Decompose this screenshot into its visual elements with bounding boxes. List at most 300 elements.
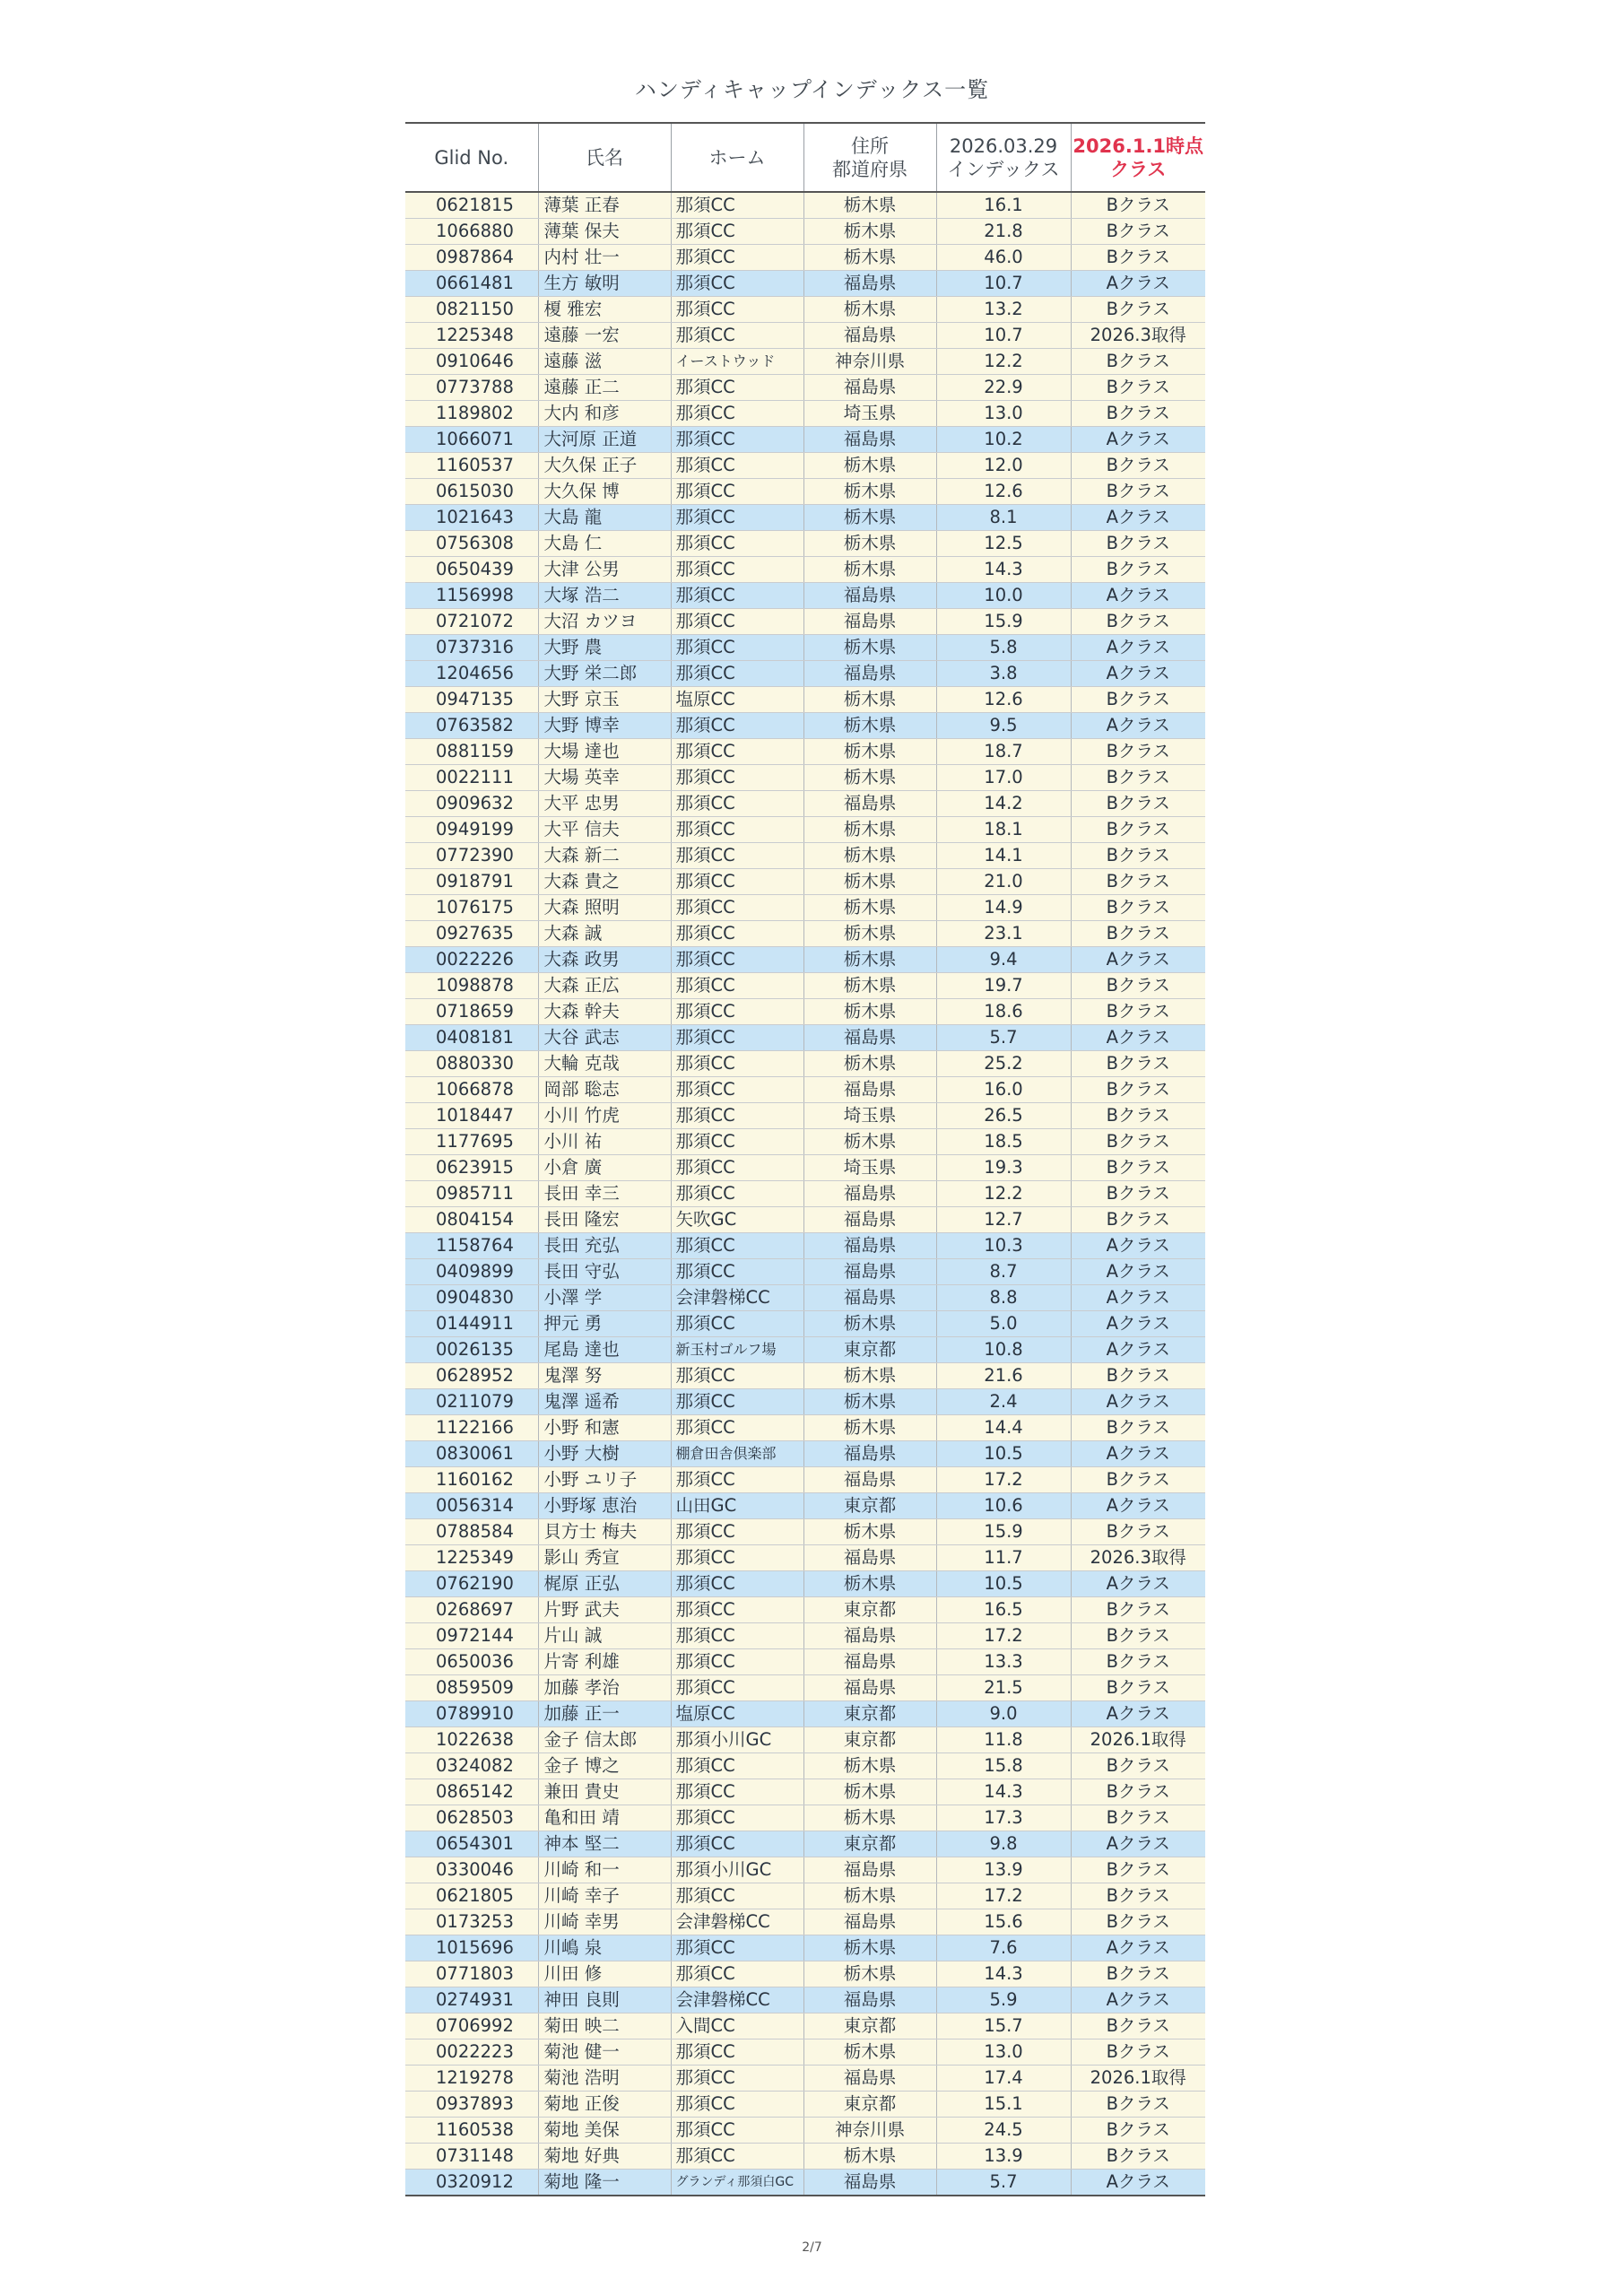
cell-name: 大島 仁 (538, 531, 671, 557)
cell-class: Bクラス (1071, 791, 1205, 817)
cell-name: 川崎 幸男 (538, 1909, 671, 1935)
cell-home: 那須CC (671, 1389, 803, 1415)
cell-name: 小野 大樹 (538, 1441, 671, 1467)
table-row (405, 1883, 1205, 1909)
cell-home: 那須CC (671, 453, 803, 479)
cell-glid-no: 0804154 (405, 1207, 538, 1233)
cell-prefecture: 栃木県 (803, 895, 936, 921)
cell-index: 16.0 (936, 1077, 1071, 1103)
cell-index: 15.1 (936, 2092, 1071, 2118)
cell-prefecture: 栃木県 (803, 192, 936, 219)
cell-prefecture: 栃木県 (803, 765, 936, 791)
cell-prefecture: 東京都 (803, 1597, 936, 1623)
cell-home: 那須CC (671, 1961, 803, 1987)
cell-name: 鬼澤 努 (538, 1363, 671, 1389)
cell-index: 21.6 (936, 1363, 1071, 1389)
cell-name: 兼田 貴史 (538, 1779, 671, 1805)
cell-prefecture: 福島県 (803, 1545, 936, 1571)
cell-glid-no: 0654301 (405, 1831, 538, 1857)
cell-name: 大久保 博 (538, 479, 671, 505)
cell-class: Bクラス (1071, 1415, 1205, 1441)
cell-class: Bクラス (1071, 921, 1205, 947)
cell-name: 小澤 学 (538, 1285, 671, 1311)
table-row (405, 1545, 1205, 1571)
cell-prefecture: 栃木県 (803, 739, 936, 765)
cell-glid-no: 0985711 (405, 1181, 538, 1207)
cell-name: 小倉 廣 (538, 1155, 671, 1181)
table-row (405, 323, 1205, 349)
table-row (405, 635, 1205, 661)
cell-prefecture: 福島県 (803, 1259, 936, 1285)
cell-glid-no: 1156998 (405, 583, 538, 609)
cell-glid-no: 0880330 (405, 1051, 538, 1077)
cell-class: Bクラス (1071, 1649, 1205, 1675)
cell-prefecture: 東京都 (803, 2092, 936, 2118)
cell-prefecture: 栃木県 (803, 1129, 936, 1155)
cell-prefecture: 栃木県 (803, 2039, 936, 2066)
cell-glid-no: 0773788 (405, 375, 538, 401)
cell-class: Bクラス (1071, 1597, 1205, 1623)
cell-prefecture: 福島県 (803, 1025, 936, 1051)
table-row (405, 1155, 1205, 1181)
cell-index: 11.8 (936, 1727, 1071, 1753)
cell-name: 薄葉 正春 (538, 192, 671, 219)
cell-home: 那須CC (671, 791, 803, 817)
cell-name: 小野 ユリ子 (538, 1467, 671, 1493)
table-row (405, 609, 1205, 635)
cell-index: 13.9 (936, 1857, 1071, 1883)
cell-prefecture: 栃木県 (803, 1805, 936, 1831)
cell-glid-no: 1160538 (405, 2118, 538, 2144)
table-row (405, 297, 1205, 323)
cell-index: 26.5 (936, 1103, 1071, 1129)
cell-prefecture: 東京都 (803, 1493, 936, 1519)
cell-index: 14.2 (936, 791, 1071, 817)
table-row (405, 349, 1205, 375)
cell-index: 22.9 (936, 375, 1071, 401)
cell-class: Aクラス (1071, 661, 1205, 687)
cell-class: Bクラス (1071, 1805, 1205, 1831)
cell-glid-no: 1018447 (405, 1103, 538, 1129)
cell-prefecture: 福島県 (803, 1077, 936, 1103)
cell-index: 10.7 (936, 323, 1071, 349)
table-row (405, 1337, 1205, 1363)
cell-name: 川嶋 泉 (538, 1935, 671, 1961)
cell-name: 菊地 好典 (538, 2144, 671, 2170)
table-row (405, 271, 1205, 297)
page-number: 2/7 (802, 2240, 822, 2255)
table-row (405, 1311, 1205, 1337)
cell-prefecture: 栃木県 (803, 973, 936, 999)
cell-home: 那須CC (671, 1883, 803, 1909)
cell-glid-no: 1066878 (405, 1077, 538, 1103)
table-row (405, 1467, 1205, 1493)
cell-glid-no: 0022226 (405, 947, 538, 973)
cell-prefecture: 東京都 (803, 2013, 936, 2039)
cell-home: 那須CC (671, 245, 803, 271)
cell-name: 大森 政男 (538, 947, 671, 973)
cell-home: 那須CC (671, 557, 803, 583)
cell-home: 那須CC (671, 1467, 803, 1493)
cell-prefecture: 東京都 (803, 1337, 936, 1363)
cell-prefecture: 福島県 (803, 1649, 936, 1675)
cell-glid-no: 0144911 (405, 1311, 538, 1337)
cell-name: 小野塚 恵治 (538, 1493, 671, 1519)
cell-index: 13.2 (936, 297, 1071, 323)
table-row (405, 1779, 1205, 1805)
cell-index: 18.6 (936, 999, 1071, 1025)
cell-prefecture: 栃木県 (803, 1311, 936, 1337)
cell-class: Aクラス (1071, 1831, 1205, 1857)
table-row (405, 1623, 1205, 1649)
table-row (405, 1363, 1205, 1389)
cell-glid-no: 0771803 (405, 1961, 538, 1987)
cell-prefecture: 栃木県 (803, 505, 936, 531)
table-row (405, 739, 1205, 765)
cell-glid-no: 0763582 (405, 713, 538, 739)
table-row (405, 1025, 1205, 1051)
cell-home: 那須CC (671, 531, 803, 557)
cell-home: 那須CC (671, 843, 803, 869)
cell-class: Bクラス (1071, 192, 1205, 219)
cell-index: 16.1 (936, 192, 1071, 219)
cell-class: Bクラス (1071, 245, 1205, 271)
cell-home: 会津磐梯CC (671, 1909, 803, 1935)
cell-class: Bクラス (1071, 1857, 1205, 1883)
cell-class: Bクラス (1071, 895, 1205, 921)
cell-glid-no: 0274931 (405, 1987, 538, 2013)
cell-name: 大野 栄二郎 (538, 661, 671, 687)
cell-index: 3.8 (936, 661, 1071, 687)
cell-index: 8.1 (936, 505, 1071, 531)
page-title: ハンディキャップインデックス一覧 (634, 77, 990, 102)
cell-class: Aクラス (1071, 1571, 1205, 1597)
table-row (405, 583, 1205, 609)
cell-home: 那須CC (671, 427, 803, 453)
cell-name: 大森 新二 (538, 843, 671, 869)
cell-home: 那須CC (671, 1779, 803, 1805)
cell-index: 12.5 (936, 531, 1071, 557)
cell-home: 那須CC (671, 765, 803, 791)
cell-index: 5.7 (936, 1025, 1071, 1051)
cell-name: 片寄 利雄 (538, 1649, 671, 1675)
cell-index: 12.0 (936, 453, 1071, 479)
cell-name: 長田 隆宏 (538, 1207, 671, 1233)
cell-home: 会津磐梯CC (671, 1987, 803, 2013)
cell-prefecture: 福島県 (803, 427, 936, 453)
cell-glid-no: 1022638 (405, 1727, 538, 1753)
table-row (405, 1649, 1205, 1675)
header-home: ホーム (671, 123, 803, 192)
cell-glid-no: 1158764 (405, 1233, 538, 1259)
cell-prefecture: 福島県 (803, 1441, 936, 1467)
cell-class: Bクラス (1071, 1051, 1205, 1077)
cell-home: イーストウッド (671, 349, 803, 375)
cell-glid-no: 0731148 (405, 2144, 538, 2170)
cell-name: 大久保 正子 (538, 453, 671, 479)
cell-class: Bクラス (1071, 1883, 1205, 1909)
table-row (405, 505, 1205, 531)
cell-prefecture: 福島県 (803, 1207, 936, 1233)
cell-prefecture: 福島県 (803, 1623, 936, 1649)
cell-index: 5.0 (936, 1311, 1071, 1337)
cell-glid-no: 1189802 (405, 401, 538, 427)
cell-name: 岡部 聡志 (538, 1077, 671, 1103)
cell-class: Bクラス (1071, 1363, 1205, 1389)
cell-name: 大平 信夫 (538, 817, 671, 843)
cell-glid-no: 1021643 (405, 505, 538, 531)
cell-glid-no: 0056314 (405, 1493, 538, 1519)
cell-glid-no: 1098878 (405, 973, 538, 999)
cell-glid-no: 1225349 (405, 1545, 538, 1571)
cell-name: 長田 幸三 (538, 1181, 671, 1207)
table-row (405, 2092, 1205, 2118)
table-row (405, 557, 1205, 583)
cell-home: 塩原CC (671, 687, 803, 713)
cell-glid-no: 0650439 (405, 557, 538, 583)
cell-prefecture: 福島県 (803, 2066, 936, 2092)
cell-class: Aクラス (1071, 1987, 1205, 2013)
cell-class: Aクラス (1071, 947, 1205, 973)
table-row (405, 1753, 1205, 1779)
cell-index: 46.0 (936, 245, 1071, 271)
cell-glid-no: 0650036 (405, 1649, 538, 1675)
cell-home: 那須小川GC (671, 1857, 803, 1883)
cell-prefecture: 福島県 (803, 583, 936, 609)
cell-home: 棚倉田舎倶楽部 (671, 1441, 803, 1467)
cell-prefecture: 栃木県 (803, 869, 936, 895)
cell-class: Bクラス (1071, 687, 1205, 713)
cell-index: 17.3 (936, 1805, 1071, 1831)
cell-glid-no: 0865142 (405, 1779, 538, 1805)
cell-home: グランディ那須白GC (671, 2170, 803, 2196)
cell-prefecture: 栃木県 (803, 1753, 936, 1779)
cell-name: 菊地 美保 (538, 2118, 671, 2144)
cell-index: 5.7 (936, 2170, 1071, 2196)
cell-glid-no: 1015696 (405, 1935, 538, 1961)
cell-index: 17.4 (936, 2066, 1071, 2092)
cell-class: Bクラス (1071, 1675, 1205, 1701)
cell-home: 那須CC (671, 297, 803, 323)
cell-prefecture: 栃木県 (803, 245, 936, 271)
cell-index: 15.9 (936, 1519, 1071, 1545)
cell-prefecture: 栃木県 (803, 1051, 936, 1077)
table-row (405, 2144, 1205, 2170)
cell-home: 会津磐梯CC (671, 1285, 803, 1311)
table-row (405, 1077, 1205, 1103)
table-row (405, 1831, 1205, 1857)
cell-name: 梶原 正弘 (538, 1571, 671, 1597)
cell-home: 那須CC (671, 635, 803, 661)
cell-index: 15.8 (936, 1753, 1071, 1779)
cell-glid-no: 1066880 (405, 219, 538, 245)
table-row (405, 1415, 1205, 1441)
cell-class: Bクラス (1071, 453, 1205, 479)
table-row (405, 1285, 1205, 1311)
cell-index: 13.0 (936, 2039, 1071, 2066)
cell-home: 那須CC (671, 1545, 803, 1571)
cell-class: Bクラス (1071, 1207, 1205, 1233)
cell-prefecture: 栃木県 (803, 713, 936, 739)
cell-prefecture: 栃木県 (803, 635, 936, 661)
cell-index: 9.0 (936, 1701, 1071, 1727)
cell-name: 小川 祐 (538, 1129, 671, 1155)
cell-glid-no: 0881159 (405, 739, 538, 765)
table-header-row (405, 123, 1205, 192)
cell-glid-no: 1225348 (405, 323, 538, 349)
cell-prefecture: 栃木県 (803, 947, 936, 973)
table-row (405, 1207, 1205, 1233)
table-row (405, 817, 1205, 843)
cell-prefecture: 福島県 (803, 1181, 936, 1207)
table-row (405, 947, 1205, 973)
cell-index: 14.9 (936, 895, 1071, 921)
cell-prefecture: 神奈川県 (803, 2118, 936, 2144)
cell-glid-no: 1204656 (405, 661, 538, 687)
cell-prefecture: 埼玉県 (803, 1155, 936, 1181)
cell-class: Bクラス (1071, 1623, 1205, 1649)
cell-prefecture: 栃木県 (803, 1519, 936, 1545)
table-row (405, 479, 1205, 505)
cell-class: Aクラス (1071, 713, 1205, 739)
table-row (405, 1571, 1205, 1597)
cell-class: Bクラス (1071, 531, 1205, 557)
cell-index: 9.8 (936, 1831, 1071, 1857)
cell-home: 那須CC (671, 895, 803, 921)
cell-glid-no: 1066071 (405, 427, 538, 453)
cell-glid-no: 0947135 (405, 687, 538, 713)
cell-glid-no: 0661481 (405, 271, 538, 297)
cell-prefecture: 栃木県 (803, 687, 936, 713)
cell-home: 那須CC (671, 1259, 803, 1285)
cell-index: 14.3 (936, 1779, 1071, 1805)
cell-prefecture: 栃木県 (803, 1415, 936, 1441)
cell-prefecture: 福島県 (803, 1467, 936, 1493)
cell-glid-no: 0408181 (405, 1025, 538, 1051)
cell-name: 菊池 健一 (538, 2039, 671, 2066)
cell-home: 那須CC (671, 1623, 803, 1649)
cell-class: Bクラス (1071, 1129, 1205, 1155)
cell-class: Aクラス (1071, 1337, 1205, 1363)
cell-prefecture: 福島県 (803, 1987, 936, 2013)
cell-name: 貝方士 梅夫 (538, 1519, 671, 1545)
cell-index: 16.5 (936, 1597, 1071, 1623)
cell-index: 15.7 (936, 2013, 1071, 2039)
table-row (405, 895, 1205, 921)
cell-class: Aクラス (1071, 1285, 1205, 1311)
cell-prefecture: 福島県 (803, 2170, 936, 2196)
cell-class: Bクラス (1071, 349, 1205, 375)
cell-home: 那須CC (671, 1311, 803, 1337)
cell-index: 17.2 (936, 1467, 1071, 1493)
table-row (405, 531, 1205, 557)
cell-class: 2026.1取得 (1071, 1727, 1205, 1753)
cell-name: 加藤 孝治 (538, 1675, 671, 1701)
cell-name: 神本 堅二 (538, 1831, 671, 1857)
cell-name: 薄葉 保夫 (538, 219, 671, 245)
cell-glid-no: 1160537 (405, 453, 538, 479)
cell-glid-no: 0623915 (405, 1155, 538, 1181)
cell-class: Bクラス (1071, 1467, 1205, 1493)
header-name: 氏名 (538, 123, 671, 192)
table-row (405, 1961, 1205, 1987)
cell-name: 亀和田 靖 (538, 1805, 671, 1831)
cell-index: 2.4 (936, 1389, 1071, 1415)
cell-index: 14.3 (936, 557, 1071, 583)
cell-prefecture: 東京都 (803, 1831, 936, 1857)
cell-name: 遠藤 滋 (538, 349, 671, 375)
table-row (405, 999, 1205, 1025)
cell-index: 7.6 (936, 1935, 1071, 1961)
cell-class: Bクラス (1071, 1961, 1205, 1987)
cell-class: Aクラス (1071, 1441, 1205, 1467)
cell-class: Aクラス (1071, 271, 1205, 297)
cell-name: 大森 誠 (538, 921, 671, 947)
cell-name: 遠藤 正二 (538, 375, 671, 401)
cell-index: 18.1 (936, 817, 1071, 843)
cell-home: 那須CC (671, 999, 803, 1025)
cell-name: 片野 武夫 (538, 1597, 671, 1623)
table-row (405, 713, 1205, 739)
cell-class: Bクラス (1071, 2039, 1205, 2066)
cell-glid-no: 0910646 (405, 349, 538, 375)
cell-index: 14.3 (936, 1961, 1071, 1987)
cell-index: 19.7 (936, 973, 1071, 999)
cell-name: 金子 博之 (538, 1753, 671, 1779)
table-row (405, 401, 1205, 427)
cell-home: 那須CC (671, 2039, 803, 2066)
cell-index: 13.0 (936, 401, 1071, 427)
cell-index: 10.5 (936, 1571, 1071, 1597)
cell-glid-no: 0737316 (405, 635, 538, 661)
table-row (405, 2013, 1205, 2039)
cell-name: 榎 雅宏 (538, 297, 671, 323)
table-row (405, 1805, 1205, 1831)
table-row (405, 687, 1205, 713)
cell-glid-no: 1219278 (405, 2066, 538, 2092)
cell-glid-no: 0904830 (405, 1285, 538, 1311)
table-row (405, 869, 1205, 895)
table-row (405, 2039, 1205, 2066)
cell-name: 小野 和憲 (538, 1415, 671, 1441)
cell-home: 那須CC (671, 401, 803, 427)
table-row (405, 1987, 1205, 2013)
cell-class: Aクラス (1071, 1311, 1205, 1337)
cell-name: 長田 守弘 (538, 1259, 671, 1285)
cell-name: 大沼 カツヨ (538, 609, 671, 635)
cell-index: 18.5 (936, 1129, 1071, 1155)
cell-index: 10.2 (936, 427, 1071, 453)
cell-name: 片山 誠 (538, 1623, 671, 1649)
cell-class: Bクラス (1071, 2118, 1205, 2144)
cell-index: 21.0 (936, 869, 1071, 895)
cell-index: 17.2 (936, 1623, 1071, 1649)
cell-class: Bクラス (1071, 817, 1205, 843)
cell-prefecture: 栃木県 (803, 1883, 936, 1909)
cell-prefecture: 福島県 (803, 1909, 936, 1935)
table-row (405, 219, 1205, 245)
cell-prefecture: 栃木県 (803, 453, 936, 479)
cell-class: Bクラス (1071, 557, 1205, 583)
cell-prefecture: 東京都 (803, 1727, 936, 1753)
cell-index: 10.5 (936, 1441, 1071, 1467)
cell-name: 遠藤 一宏 (538, 323, 671, 349)
cell-home: 那須CC (671, 2144, 803, 2170)
cell-name: 菊田 映二 (538, 2013, 671, 2039)
cell-class: Bクラス (1071, 1909, 1205, 1935)
cell-class: Bクラス (1071, 973, 1205, 999)
cell-home: 那須CC (671, 1233, 803, 1259)
